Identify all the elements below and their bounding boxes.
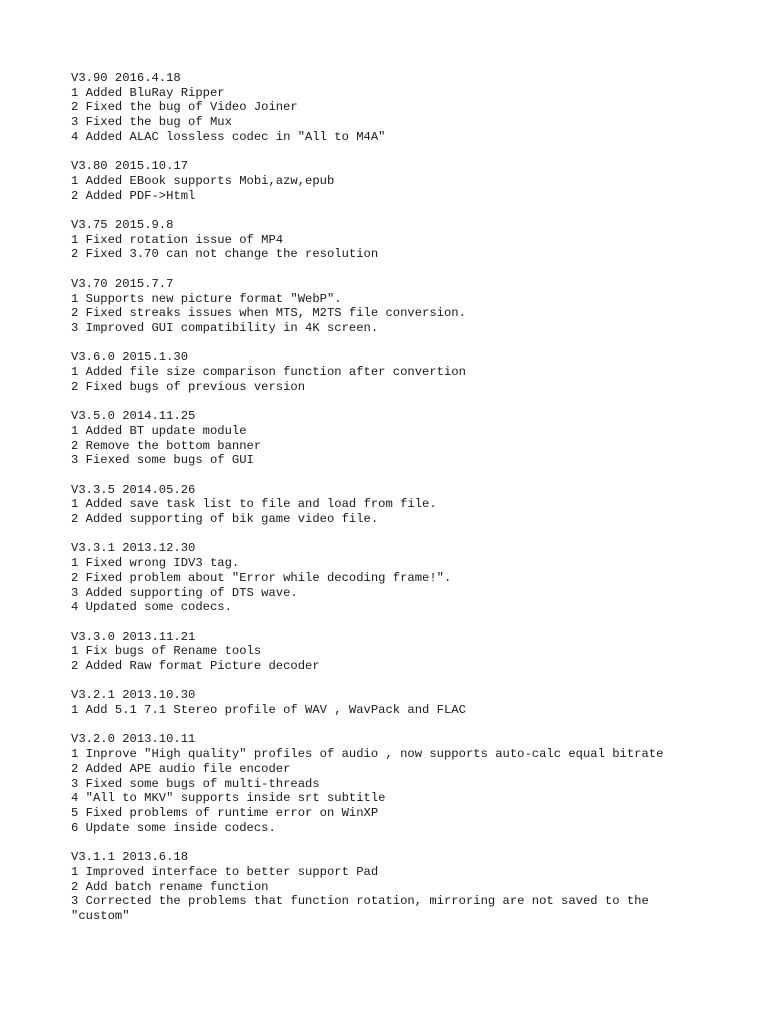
change-item: 1 Added BluRay Ripper [71, 85, 225, 100]
version-header: V3.75 2015.9.8 [71, 218, 174, 232]
change-item: 1 Fixed rotation issue of MP4 [71, 232, 284, 247]
change-item: 1 Supports new picture format "WebP". [71, 291, 342, 306]
change-item: 1 Added EBook supports Mobi,azw,epub [71, 173, 335, 188]
change-item: 2 Fixed the bug of Video Joiner [71, 100, 298, 115]
change-item: 2 Add batch rename function [71, 879, 269, 894]
version-header: V3.2.1 2013.10.30 [71, 688, 196, 703]
version-header: V3.1.1 2013.6.18 [71, 850, 189, 865]
version-header: V3.3.0 2013.11.21 [71, 629, 196, 644]
change-item: 3 Fiexed some bugs of GUI [71, 453, 254, 468]
change-item: 1 Fix bugs of Rename tools [71, 644, 262, 659]
change-item: 1 Added file size comparison function after convertion [71, 365, 466, 379]
version-header: V3.2.0 2013.10.11 [71, 732, 196, 747]
change-item: 1 Added save task list to file and load from file. [71, 497, 437, 512]
version-section [71, 688, 691, 717]
version-header: V3.90 2016.4.18 [71, 71, 181, 85]
version-section [71, 850, 691, 924]
change-item: 2 Fixed problem about "Error while decoding frame!". [71, 570, 452, 585]
change-item: 3 Improved GUI compatibility in 4K screen. [71, 320, 379, 335]
version-section [71, 159, 691, 203]
change-item: 2 Added PDF->Html [71, 188, 196, 203]
change-item: 4 "All to MKV" supports inside srt subtitle [71, 791, 386, 806]
change-item: 1 Improved interface to better support Pad [71, 864, 379, 879]
change-item: 1 Fixed wrong IDV3 tag. [71, 556, 240, 571]
change-item: 3 Added supporting of DTS wave. [71, 585, 298, 600]
version-section [71, 732, 691, 835]
change-item: 1 Add 5.1 7.1 Stereo profile of WAV , WavPack and FLAC [71, 703, 466, 718]
change-item: 2 Remove the bottom banner [71, 438, 262, 453]
version-header: V3.3.1 2013.12.30 [71, 541, 196, 556]
change-item: 2 Added APE audio file encoder [71, 761, 291, 776]
version-section [71, 630, 691, 674]
version-header: V3.80 2015.10.17 [71, 159, 189, 174]
version-header: V3.70 2015.7.7 [71, 276, 174, 291]
change-item: 2 Fixed bugs of previous version [71, 379, 306, 394]
change-item: 3 Fixed the bug of Mux [71, 115, 232, 130]
version-header: V3.6.0 2015.1.30 [71, 350, 189, 365]
change-item: 6 Update some inside codecs. [71, 820, 276, 835]
change-item: 4 Added ALAC lossless codec in "All to M4A" [71, 129, 386, 144]
version-section [71, 483, 691, 527]
version-section [71, 409, 691, 468]
version-header: V3.3.5 2014.05.26 [71, 482, 196, 497]
change-item: 2 Fixed 3.70 can not change the resolution [71, 247, 379, 262]
version-section [71, 541, 691, 615]
version-header: V3.5.0 2014.11.25 [71, 409, 196, 424]
change-item: 2 Fixed streaks issues when MTS, M2TS file conversion. [71, 306, 466, 321]
change-item: 3 Corrected the problems that function rotation, mirroring are not saved to the "custom" [71, 894, 657, 923]
version-section [71, 350, 691, 394]
version-section [71, 218, 691, 262]
changelog-document [71, 71, 691, 938]
change-item: 5 Fixed problems of runtime error on WinXP [71, 806, 379, 820]
change-item: 1 Inprove "High quality" profiles of audio , now supports auto-calc equal bitrate [71, 747, 664, 762]
change-item: 2 Added Raw format Picture decoder [71, 659, 320, 673]
version-section [71, 277, 691, 336]
change-item: 4 Updated some codecs. [71, 600, 232, 615]
change-item: 1 Added BT update module [71, 423, 247, 438]
change-item: 2 Added supporting of bik game video file. [71, 512, 379, 526]
version-section [71, 71, 691, 145]
change-item: 3 Fixed some bugs of multi-threads [71, 776, 320, 791]
